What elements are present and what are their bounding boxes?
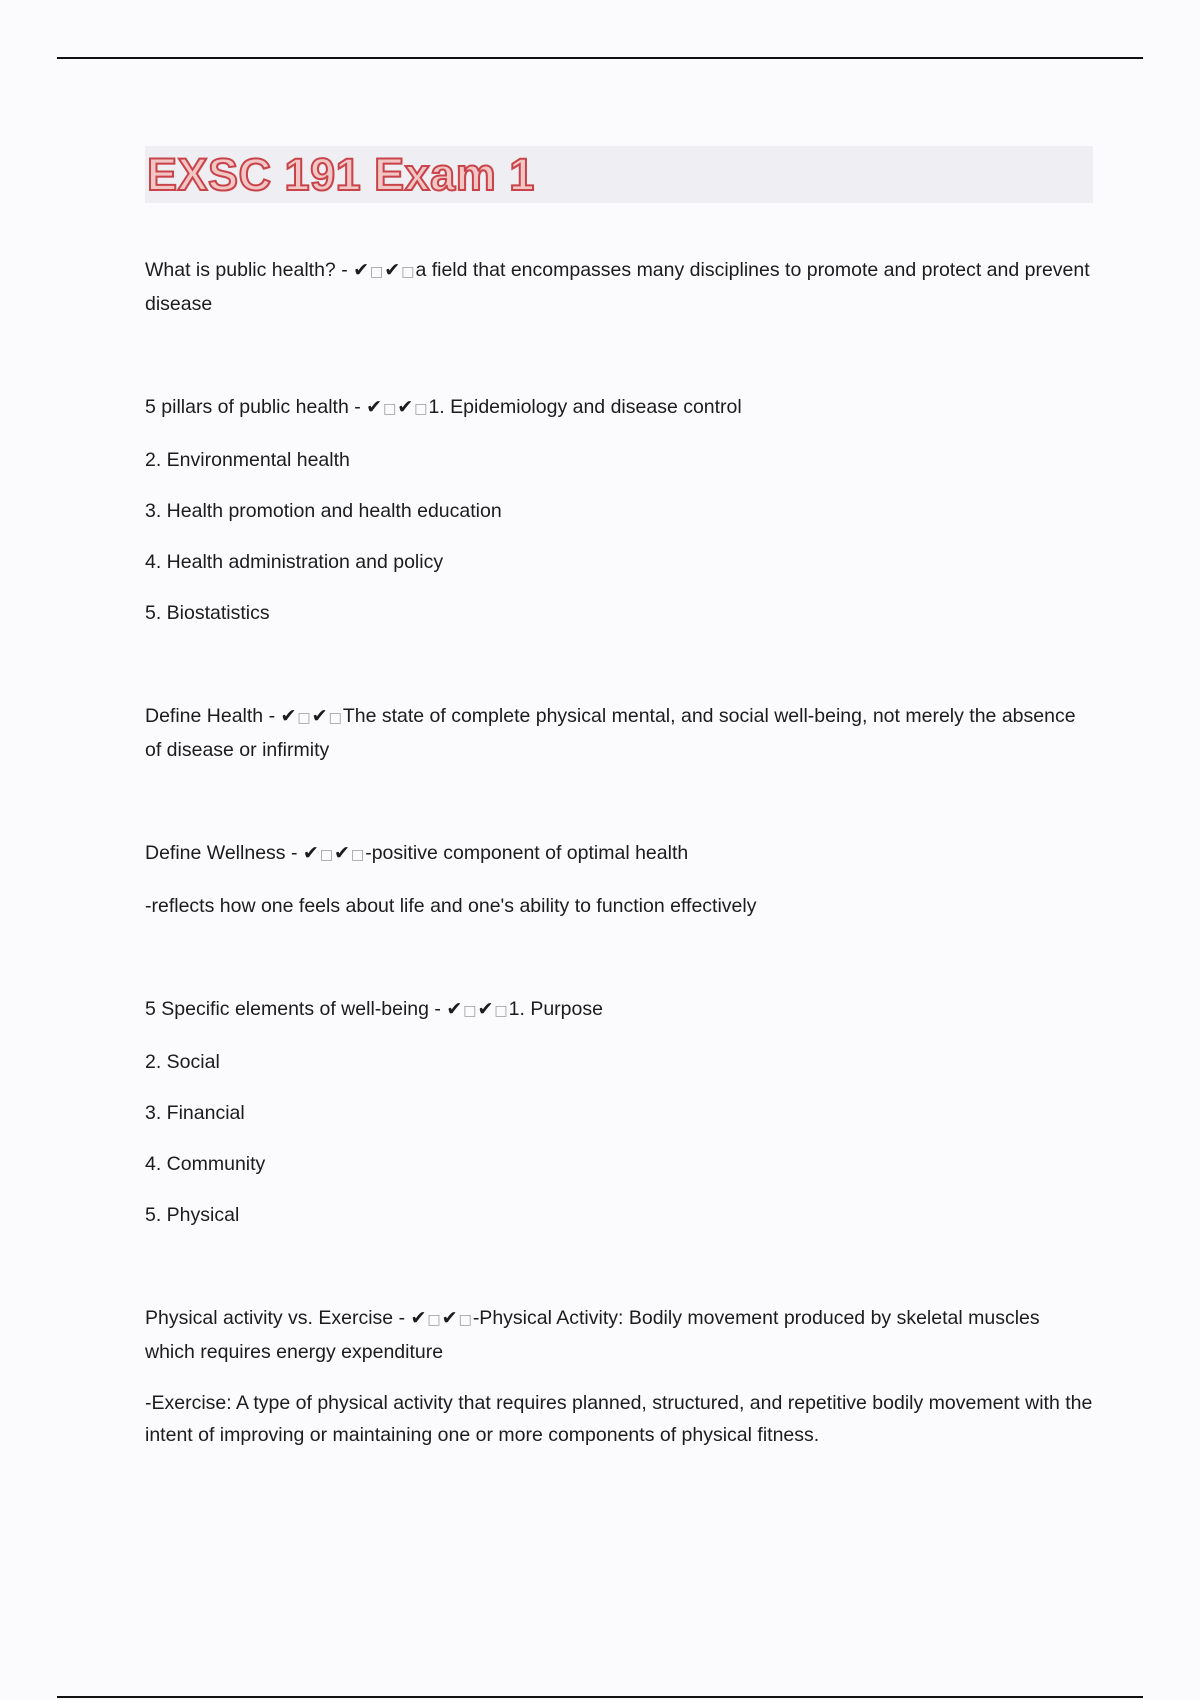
- top-rule: [57, 57, 1143, 59]
- box-icon: □: [463, 1003, 477, 1019]
- box-icon: □: [370, 264, 384, 280]
- question-text: Define Wellness: [145, 842, 286, 864]
- box-icon: □: [427, 1312, 441, 1328]
- answer-marker: [411, 1307, 473, 1329]
- checkmark-icon: ✔: [353, 259, 370, 281]
- box-icon: □: [494, 1003, 508, 1019]
- checkmark-icon: ✔: [302, 842, 319, 864]
- box-icon: □: [297, 710, 311, 726]
- answer-marker: [366, 396, 428, 418]
- flashcard-question-line: [145, 993, 1093, 1027]
- flashcard-question-line: [145, 837, 1093, 871]
- checkmark-icon: ✔: [446, 998, 463, 1020]
- box-icon: □: [401, 264, 415, 280]
- answer-item: 3. Financial: [145, 1102, 245, 1124]
- answer-text: -positive component of optimal health: [365, 842, 689, 864]
- separator: -: [263, 705, 281, 727]
- separator: -: [348, 396, 367, 418]
- answer-text: 1. Purpose: [508, 998, 603, 1020]
- document-page: [145, 146, 1093, 1451]
- question-text: Physical activity vs. Exercise: [145, 1307, 394, 1329]
- question-text: 5 Specific elements of well-being: [145, 998, 429, 1020]
- separator: -: [393, 1307, 411, 1329]
- answer-item: 4. Community: [145, 1153, 266, 1175]
- flashcard-question-line: [145, 391, 1093, 425]
- bottom-rule: [57, 1696, 1143, 1698]
- box-icon: □: [414, 401, 428, 417]
- checkmark-icon: ✔: [477, 998, 494, 1020]
- answer-item: 3. Health promotion and health education: [145, 500, 502, 522]
- title-banner: [145, 146, 1093, 203]
- separator: -: [428, 998, 447, 1020]
- box-icon: □: [319, 847, 334, 863]
- box-icon: □: [458, 1312, 472, 1328]
- flashcard: [145, 700, 1093, 766]
- answer-item: 4. Health administration and policy: [145, 551, 444, 573]
- answer-marker: [446, 998, 508, 1020]
- checkmark-icon: ✔: [384, 259, 401, 281]
- flashcard: [145, 254, 1093, 320]
- separator: -: [335, 259, 354, 281]
- answer-marker: [281, 705, 343, 727]
- box-icon: □: [350, 847, 365, 863]
- flashcard: [145, 1302, 1093, 1451]
- answer-item: -Exercise: A type of physical activity that requires planned, structured, and repetitive bodily movement with the intent of improving or maintaining one or more components of physical fitness.: [145, 1392, 1093, 1446]
- answer-item: -reflects how one feels about life and one's ability to function effectively: [145, 895, 757, 917]
- answer-text: -Physical Activity: Bodily movement produced by skeletal muscles which requires energy expenditure: [145, 1307, 1040, 1363]
- question-text: What is public health?: [145, 259, 336, 281]
- answer-item: 2. Environmental health: [145, 449, 350, 471]
- answer-item: 5. Biostatistics: [145, 602, 270, 624]
- answer-item: 5. Physical: [145, 1204, 240, 1226]
- flashcard-question-line: [145, 1302, 1093, 1368]
- checkmark-icon: ✔: [366, 396, 383, 418]
- flashcard-list: [145, 254, 1093, 1451]
- answer-text: The state of complete physical mental, and social well-being, not merely the absence of disease or infirmity: [145, 705, 1076, 761]
- checkmark-icon: ✔: [311, 705, 328, 727]
- flashcard: [145, 837, 1093, 922]
- box-icon: □: [328, 710, 342, 726]
- answer-marker: [353, 259, 415, 281]
- flashcard: [145, 391, 1093, 629]
- answer-marker: [303, 842, 365, 864]
- checkmark-icon: ✔: [410, 1307, 427, 1329]
- checkmark-icon: ✔: [280, 705, 297, 727]
- question-text: Define Health: [145, 705, 264, 727]
- checkmark-icon: ✔: [441, 1307, 458, 1329]
- checkmark-icon: ✔: [334, 842, 350, 864]
- flashcard: [145, 993, 1093, 1231]
- document-title: EXSC 191 Exam 1: [147, 148, 535, 200]
- checkmark-icon: ✔: [397, 396, 414, 418]
- answer-text: a field that encompasses many disciplines to promote and protect and prevent disease: [145, 259, 1090, 315]
- box-icon: □: [383, 401, 397, 417]
- flashcard-question-line: [145, 700, 1093, 766]
- question-text: 5 pillars of public health: [145, 396, 349, 418]
- answer-text: 1. Epidemiology and disease control: [428, 396, 742, 418]
- separator: -: [285, 842, 303, 864]
- flashcard-question-line: [145, 254, 1093, 320]
- answer-item: 2. Social: [145, 1051, 220, 1073]
